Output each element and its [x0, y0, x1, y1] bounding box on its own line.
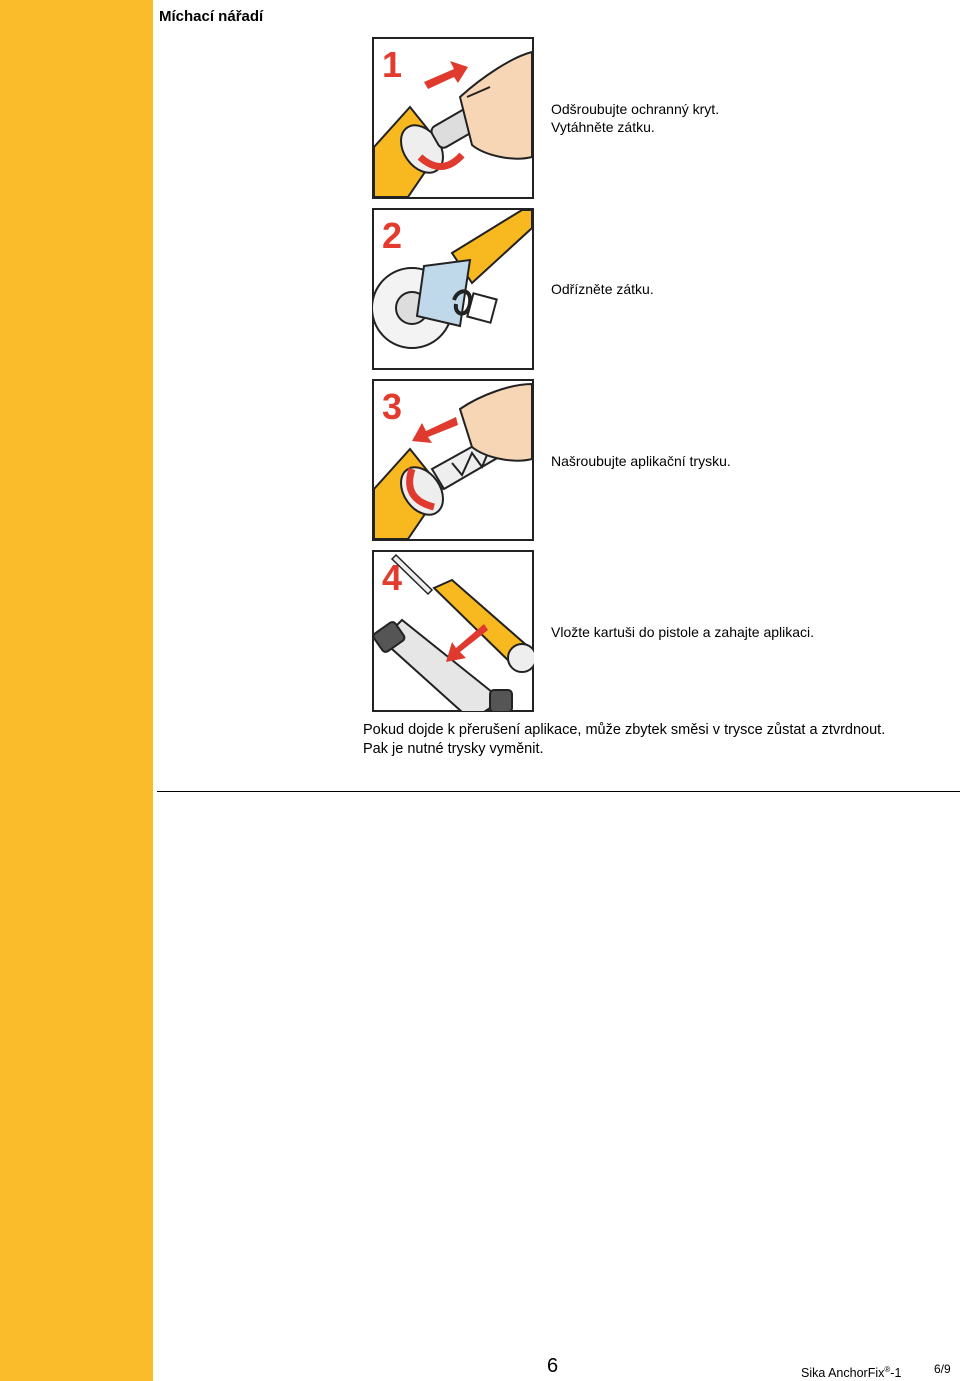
step-3-text [551, 452, 731, 470]
step-1-line-2: Vytáhněte zátku. [551, 119, 655, 135]
step-4-number: 4 [382, 557, 403, 598]
step-4-text [551, 623, 814, 641]
step-3-number: 3 [382, 386, 403, 427]
page-fraction: 6/9 [934, 1362, 951, 1376]
step-4-line-1: Vložte kartuši do pistole a zahajte aplikaci. [551, 624, 815, 640]
registered-mark: ® [884, 1365, 891, 1374]
step-3-illustration [372, 379, 534, 541]
product-name [801, 1365, 901, 1380]
horizontal-rule [157, 791, 960, 792]
product-name-text: Sika AnchorFix [801, 1366, 885, 1381]
note-paragraph [363, 721, 885, 758]
step-1-number: 1 [382, 44, 403, 85]
note-line-2: Pak je nutné trysky vyměnit. [363, 740, 544, 757]
step-4-illustration [372, 550, 534, 712]
step-1-illustration [372, 37, 534, 199]
step-2-illustration [372, 208, 534, 370]
step-2-text [551, 280, 654, 298]
step-1-text [551, 100, 719, 136]
step-3-line-1: Našroubujte aplikační trysku. [551, 453, 731, 469]
note-line-1: Pokud dojde k přerušení aplikace, může zbytek směsi v trysce zůstat a ztvrdnout. [363, 722, 886, 738]
step-2-number: 2 [382, 215, 403, 256]
sidebar-band [0, 0, 153, 1381]
page-number: 6 [547, 1355, 559, 1377]
step-1-line-1: Odšroubujte ochranný kryt. [551, 101, 720, 117]
product-suffix: -1 [890, 1366, 902, 1381]
step-2-line-1: Odřízněte zátku. [551, 281, 654, 297]
section-title: Míchací nářadí [159, 8, 264, 25]
